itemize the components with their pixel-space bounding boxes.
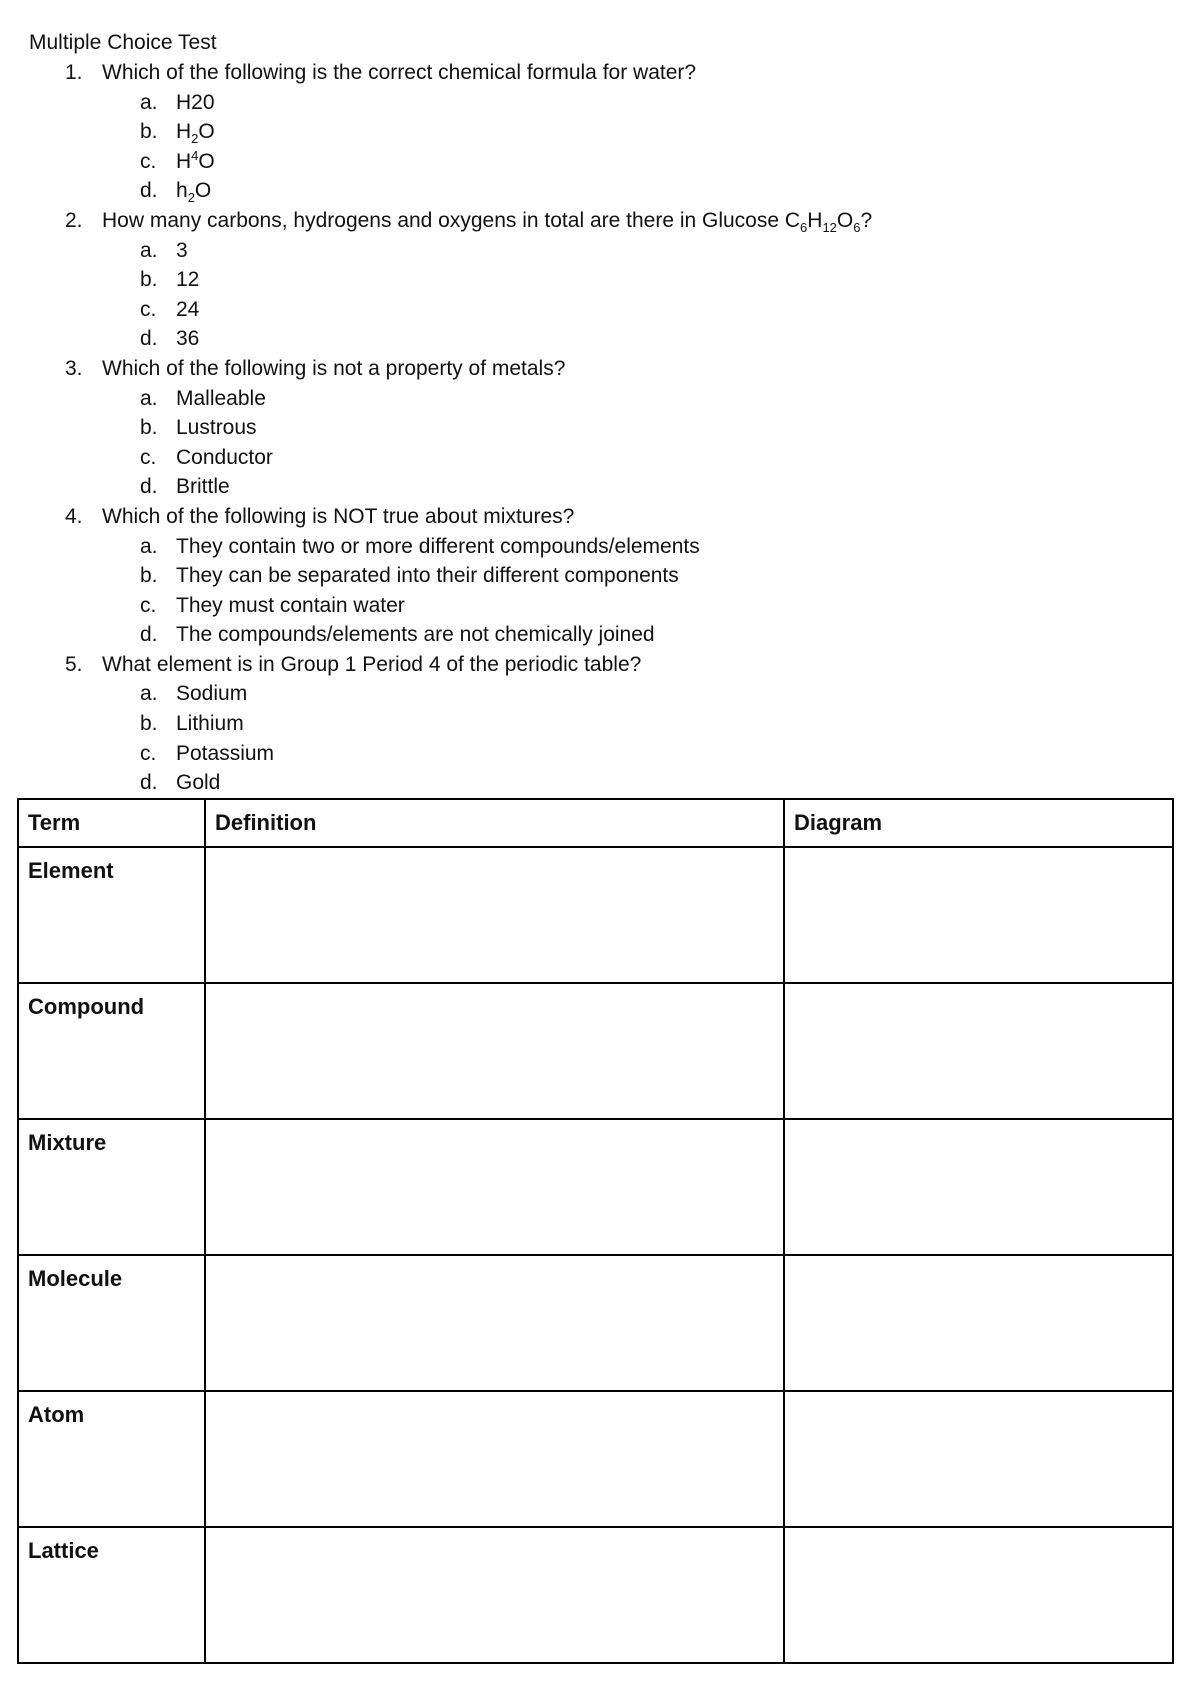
question-text: Which of the following is the correct chemical formula for water? bbox=[102, 61, 697, 84]
text-run: Malleable bbox=[176, 386, 266, 410]
diagram-cell[interactable] bbox=[784, 1527, 1173, 1663]
option-text bbox=[176, 679, 247, 709]
diagram-cell[interactable] bbox=[784, 1255, 1173, 1391]
option-text bbox=[176, 265, 199, 295]
question-5 bbox=[0, 650, 1200, 680]
text-run: 24 bbox=[176, 297, 200, 321]
answer-option[interactable] bbox=[0, 561, 1200, 591]
table-row bbox=[18, 1119, 1173, 1255]
option-letter: d. bbox=[140, 475, 158, 499]
option-text bbox=[176, 88, 215, 118]
table-row bbox=[18, 1255, 1173, 1391]
question-list bbox=[0, 58, 1200, 798]
subscript: 2 bbox=[187, 190, 195, 206]
text-run: Brittle bbox=[176, 475, 230, 499]
text-run: Lithium bbox=[176, 712, 244, 736]
option-letter: d. bbox=[140, 623, 158, 647]
text-run: They can be separated into their different components bbox=[176, 564, 679, 588]
header-definition: Definition bbox=[205, 799, 784, 847]
answer-option[interactable] bbox=[0, 709, 1200, 739]
definition-cell[interactable] bbox=[205, 1391, 784, 1527]
text-run: O bbox=[836, 208, 854, 232]
option-letter: b. bbox=[140, 120, 158, 144]
answer-option[interactable] bbox=[0, 324, 1200, 354]
superscript: 4 bbox=[191, 147, 199, 163]
option-text bbox=[176, 709, 244, 739]
text-run: Lustrous bbox=[176, 416, 257, 440]
text-run: H bbox=[176, 120, 192, 144]
text-run: h bbox=[176, 179, 188, 203]
option-letter: a. bbox=[140, 682, 158, 706]
question-number: 2. bbox=[65, 208, 83, 232]
question-text: What element is in Group 1 Period 4 of the periodic table? bbox=[102, 652, 642, 676]
question-number: 3. bbox=[65, 356, 83, 380]
text-run: They must contain water bbox=[176, 593, 405, 617]
diagram-cell[interactable] bbox=[784, 847, 1173, 983]
text-run: H bbox=[176, 149, 192, 173]
text-run: They contain two or more different compounds/elements bbox=[176, 534, 700, 558]
answer-option[interactable] bbox=[0, 472, 1200, 502]
subscript: 6 bbox=[853, 220, 861, 236]
text-run: How many carbons, hydrogens and oxygens in total are there in Glucose C bbox=[102, 208, 801, 232]
text-run: O bbox=[198, 120, 215, 144]
vocabulary-table bbox=[17, 798, 1174, 1664]
option-text bbox=[176, 591, 405, 621]
answer-option[interactable] bbox=[0, 443, 1200, 473]
question-text bbox=[102, 206, 872, 236]
option-text bbox=[176, 472, 230, 502]
table-row bbox=[18, 1527, 1173, 1663]
header-term: Term bbox=[18, 799, 205, 847]
answer-option[interactable] bbox=[0, 768, 1200, 798]
option-letter: c. bbox=[140, 593, 157, 617]
text-run: Potassium bbox=[176, 741, 275, 765]
text-run: The compounds/elements are not chemically joined bbox=[176, 623, 655, 647]
answer-option[interactable] bbox=[0, 176, 1200, 206]
option-text bbox=[176, 768, 220, 798]
option-text bbox=[176, 236, 188, 266]
option-letter: c. bbox=[140, 149, 157, 173]
term-cell: Mixture bbox=[18, 1119, 205, 1255]
text-run: O bbox=[194, 179, 212, 203]
answer-option[interactable] bbox=[0, 147, 1200, 177]
term-cell: Lattice bbox=[18, 1527, 205, 1663]
question-4 bbox=[0, 502, 1200, 532]
answer-option[interactable] bbox=[0, 591, 1200, 621]
option-text bbox=[176, 295, 199, 325]
definition-cell[interactable] bbox=[205, 847, 784, 983]
option-letter: c. bbox=[140, 741, 157, 765]
option-letter: a. bbox=[140, 90, 158, 114]
option-letter: d. bbox=[140, 327, 158, 351]
answer-option[interactable] bbox=[0, 532, 1200, 562]
text-run: H20 bbox=[176, 90, 215, 114]
definition-cell[interactable] bbox=[205, 1255, 784, 1391]
question-number: 1. bbox=[65, 61, 83, 84]
answer-option[interactable] bbox=[0, 620, 1200, 650]
answer-option[interactable] bbox=[0, 117, 1200, 147]
option-text bbox=[176, 620, 655, 650]
answer-option[interactable] bbox=[0, 236, 1200, 266]
text-run: 36 bbox=[176, 327, 200, 351]
table-row bbox=[18, 1391, 1173, 1527]
answer-option[interactable] bbox=[0, 265, 1200, 295]
answer-option[interactable] bbox=[0, 295, 1200, 325]
option-text bbox=[176, 176, 211, 206]
option-text bbox=[176, 443, 273, 473]
option-text bbox=[176, 147, 215, 177]
definition-cell[interactable] bbox=[205, 1119, 784, 1255]
definition-cell[interactable] bbox=[205, 1527, 784, 1663]
option-letter: c. bbox=[140, 297, 157, 321]
question-2 bbox=[0, 206, 1200, 236]
term-cell: Molecule bbox=[18, 1255, 205, 1391]
text-run: 12 bbox=[176, 268, 200, 292]
question-text: Which of the following is not a property of metals? bbox=[102, 356, 566, 380]
header-diagram: Diagram bbox=[784, 799, 1173, 847]
table-header-row bbox=[18, 799, 1173, 847]
question-3 bbox=[0, 354, 1200, 384]
diagram-cell[interactable] bbox=[784, 1119, 1173, 1255]
question-number: 5. bbox=[65, 652, 83, 676]
diagram-cell[interactable] bbox=[784, 1391, 1173, 1527]
option-text bbox=[176, 739, 274, 769]
option-letter: b. bbox=[140, 564, 158, 588]
option-letter: a. bbox=[140, 238, 158, 262]
subscript: 6 bbox=[800, 220, 808, 236]
question-text: Which of the following is NOT true about mixtures? bbox=[102, 504, 575, 528]
option-text bbox=[176, 561, 679, 591]
option-letter: b. bbox=[140, 712, 158, 736]
table-row bbox=[18, 983, 1173, 1119]
definition-cell[interactable] bbox=[205, 983, 784, 1119]
term-cell: Element bbox=[18, 847, 205, 983]
option-letter: d. bbox=[140, 771, 158, 795]
text-run: O bbox=[198, 149, 215, 173]
text-run: H bbox=[807, 208, 823, 232]
option-letter: b. bbox=[140, 268, 158, 292]
diagram-cell[interactable] bbox=[784, 983, 1173, 1119]
option-text bbox=[176, 413, 257, 443]
text-run: 3 bbox=[176, 238, 188, 262]
text-run: ? bbox=[860, 208, 873, 232]
option-text bbox=[176, 384, 266, 414]
term-cell: Compound bbox=[18, 983, 205, 1119]
option-letter: d. bbox=[140, 179, 158, 203]
subscript: 12 bbox=[822, 220, 837, 236]
answer-option[interactable] bbox=[0, 88, 1200, 118]
table-row bbox=[18, 847, 1173, 983]
page-title: Multiple Choice Test bbox=[29, 31, 217, 54]
subscript: 2 bbox=[191, 131, 199, 147]
answer-option[interactable] bbox=[0, 384, 1200, 414]
question-number: 4. bbox=[65, 504, 83, 528]
answer-option[interactable] bbox=[0, 739, 1200, 769]
term-cell: Atom bbox=[18, 1391, 205, 1527]
text-run: Conductor bbox=[176, 445, 273, 469]
answer-option[interactable] bbox=[0, 413, 1200, 443]
answer-option[interactable] bbox=[0, 679, 1200, 709]
option-letter: a. bbox=[140, 534, 158, 558]
text-run: Sodium bbox=[176, 682, 248, 706]
option-text bbox=[176, 532, 700, 562]
option-text bbox=[176, 324, 199, 354]
option-letter: a. bbox=[140, 386, 158, 410]
question-1 bbox=[0, 58, 1200, 88]
option-letter: b. bbox=[140, 416, 158, 440]
option-text bbox=[176, 117, 215, 147]
option-letter: c. bbox=[140, 445, 157, 469]
text-run: Gold bbox=[176, 771, 221, 795]
